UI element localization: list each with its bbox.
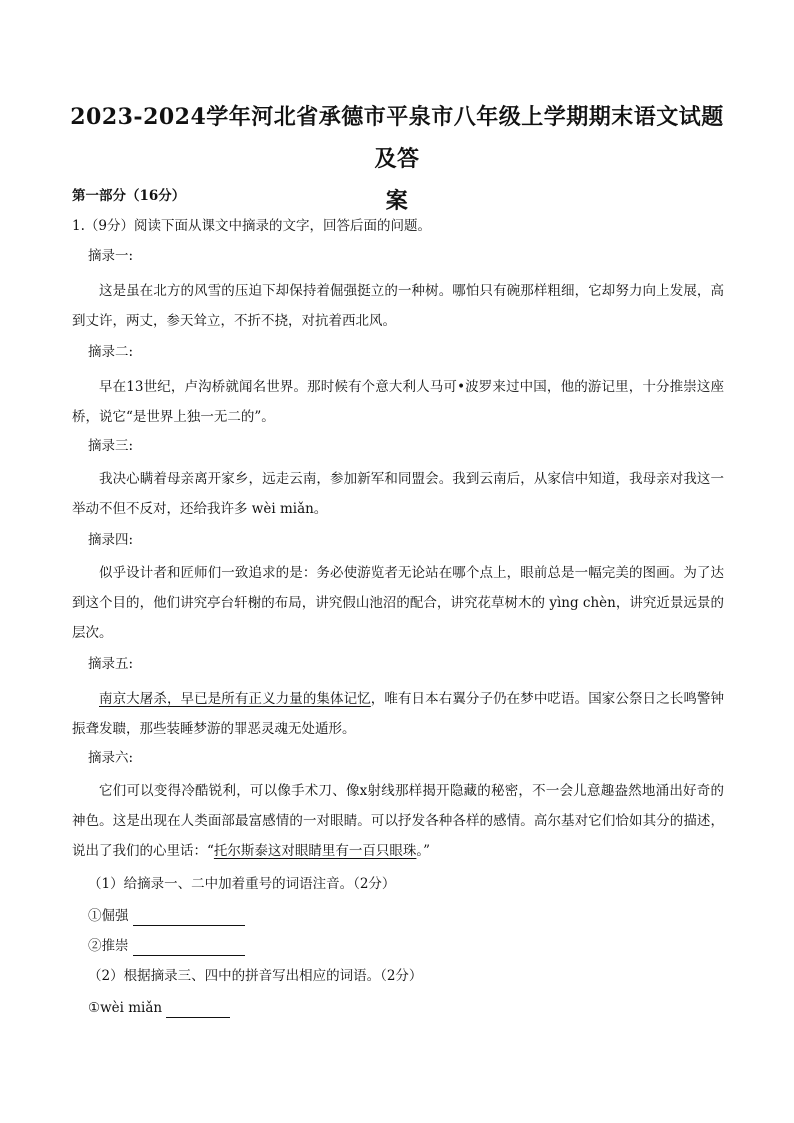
answer-line-3: [88, 998, 230, 1018]
answer-blank-1[interactable]: [133, 911, 245, 926]
excerpt-2-label: 摘录二:: [88, 344, 134, 360]
excerpt-6-underlined: 托尔斯泰这对眼睛里有一百只眼珠: [213, 843, 417, 859]
excerpt-5-text: [72, 684, 724, 744]
excerpt-4-text: 似乎设计者和匠师们一致追求的是：务必使游览者无论站在哪个点上，眼前总是一幅完美的图画。为了达到这个目的，他们讲究亭台轩榭的布局，讲究假山池沼的配合，讲究花草树木的 yìng chèn，讲究近景远景的层次。: [72, 565, 724, 641]
excerpt-6-label: 摘录六:: [88, 750, 134, 766]
excerpt-6-before: 它们可以变得冷酷锐利，可以像手术刀、像x射线那样揭开隐藏的秘密，不一会儿意趣盎然地涌出好奇的神色。这是出现在人类面部最富感情的一对眼睛。可以抒发各种各样的感情。高尔基对它们恰如其分的描述，说出了我们的心里话：“: [72, 783, 724, 859]
excerpt-5-label: 摘录五:: [88, 656, 134, 672]
answer-line-2: [88, 936, 245, 956]
excerpt-5-rest: ，唯有日本右翼分子仍在梦中呓语。国家公祭日之长鸣警钟振聋发聩，那些装睡梦游的罪恶灵魂无处遁形。: [72, 691, 725, 737]
sub-question-2: （2）根据摘录三、四中的拼音写出相应的词语。（2分）: [88, 968, 423, 984]
excerpt-3-label: 摘录三:: [88, 438, 134, 454]
excerpt-6-after: 。”: [416, 843, 431, 859]
title-line-2: 案: [385, 188, 409, 214]
question-1-prompt: 1.（9分）阅读下面从课文中摘录的文字，回答后面的问题。: [72, 218, 431, 234]
excerpt-1-text: 这是虽在北方的风雪的压迫下却保持着倔强挺立的一种树。哪怕只有碗那样粗细，它却努力向上发展，高到丈许，两丈，参天耸立，不折不挠，对抗着西北风。: [72, 283, 724, 329]
excerpt-2-text: 早在13世纪，卢沟桥就闻名世界。那时候有个意大利人马可•波罗来过中国，他的游记里，十分推崇这座桥，说它“是世界上独一无二的”。: [72, 379, 724, 425]
excerpt-6-text: [72, 776, 724, 866]
excerpt-1-label: 摘录一:: [88, 248, 134, 264]
answer-blank-3[interactable]: [166, 1003, 230, 1018]
answer-3-label: ①wèi miǎn: [88, 1000, 163, 1016]
answer-2-label: ②推崇: [88, 938, 129, 954]
answer-blank-2[interactable]: [133, 941, 245, 956]
answer-line-1: [88, 906, 245, 926]
excerpt-4-label: 摘录四:: [88, 532, 134, 548]
sub-question-1: （1）给摘录一、二中加着重号的词语注音。（2分）: [88, 876, 396, 892]
section-heading: 第一部分（16分）: [72, 188, 186, 204]
title-line-1: 2023-2024学年河北省承德市平泉市八年级上学期期末语文试题及答: [70, 104, 724, 172]
answer-1-label: ①倔强: [88, 908, 129, 924]
excerpt-3-text: 我决心瞒着母亲离开家乡，远走云南，参加新军和同盟会。我到云南后，从家信中知道，我母亲对我这一举动不但不反对，还给我许多 wèi miǎn。: [72, 471, 724, 517]
excerpt-5-underlined: 南京大屠杀，早已是所有正义力量的集体记忆: [99, 691, 371, 707]
